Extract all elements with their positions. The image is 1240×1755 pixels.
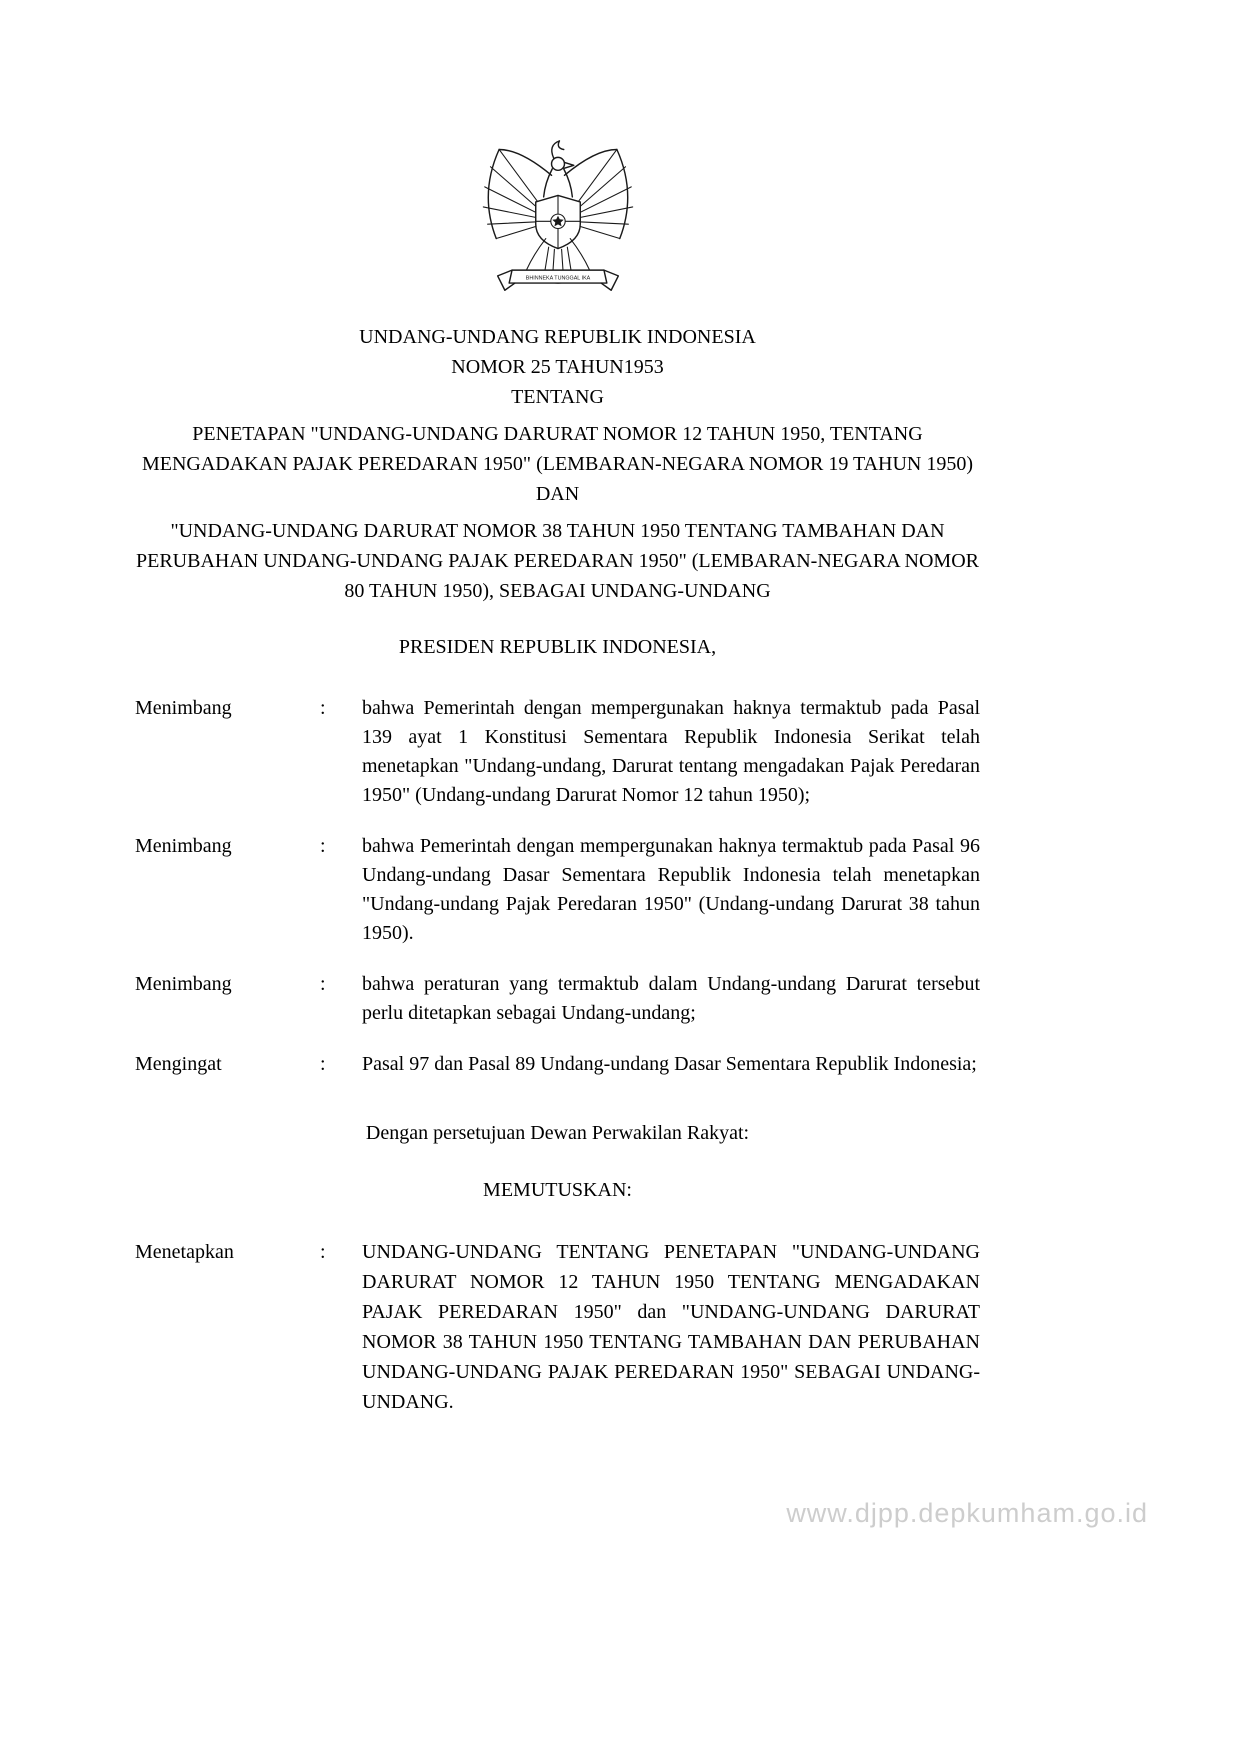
clause-label: Mengingat: [135, 1053, 222, 1075]
clause-row: [135, 1050, 980, 1079]
clause-label: Menimbang: [135, 835, 232, 857]
doc-title-line1: UNDANG-UNDANG REPUBLIK INDONESIA: [359, 326, 756, 348]
garuda-emblem: [135, 128, 980, 306]
doc-title: [135, 322, 980, 606]
clause-text: bahwa Pemerintah dengan mempergunakan haknya termaktub pada Pasal 139 ayat 1 Konstitusi Sementara Republik Indonesia Serikat telah menetapkan "Undang-undang, Darurat tentang mengadakan Pajak Peredaran 1950" (Undang-undang Darurat Nomor 12 tahun 1950);: [362, 697, 980, 806]
decision-heading: MEMUTUSKAN:: [483, 1179, 632, 1201]
doc-title-line2: NOMOR 25 TAHUN1953: [451, 356, 664, 378]
decision-label: Menetapkan: [135, 1241, 234, 1263]
watermark: www.djpp.depkumham.go.id: [786, 1498, 1148, 1528]
decision-colon: :: [320, 1241, 326, 1263]
doc-title-line3: TENTANG: [511, 386, 604, 408]
doc-title-line4: PENETAPAN "UNDANG-UNDANG DARURAT NOMOR 12 TAHUN 1950, TENTANG MENGADAKAN PAJAK PEREDARAN 1950" (LEMBARAN-NEGARA NOMOR 19 TAHUN 1950) DAN: [141, 423, 974, 505]
clause-text: bahwa peraturan yang termaktub dalam Undang-undang Darurat tersebut perlu ditetapkan sebagai Undang-undang;: [362, 973, 980, 1024]
clause-colon: :: [320, 1053, 326, 1075]
clause-text: Pasal 97 dan Pasal 89 Undang-undang Dasar Sementara Republik Indonesia;: [362, 1053, 977, 1075]
doc-title-line5: "UNDANG-UNDANG DARURAT NOMOR 38 TAHUN 1950 TENTANG TAMBAHAN DAN PERUBAHAN UNDANG-UNDANG PAJAK PEREDARAN 1950" (LEMBARAN-NEGARA NOMOR 80 TAHUN 1950), SEBAGAI UNDANG-UNDANG: [135, 520, 980, 602]
document-page: [135, 0, 980, 1417]
emblem-motto: BHINNEKA TUNGGAL IKA: [525, 275, 590, 282]
preamble-clauses: [135, 694, 980, 1079]
clause-row: [135, 832, 980, 948]
clause-label: Menimbang: [135, 697, 232, 719]
clause-row: [135, 970, 980, 1028]
decision-row: [135, 1237, 980, 1417]
decision-text: UNDANG-UNDANG TENTANG PENETAPAN "UNDANG-UNDANG DARURAT NOMOR 12 TAHUN 1950 TENTANG MENGADAKAN PAJAK PEREDARAN 1950" dan "UNDANG-UNDANG DARURAT NOMOR 38 TAHUN 1950 TENTANG TAMBAHAN DAN PERUBAHAN UNDANG-UNDANG PAJAK PEREDARAN 1950" SEBAGAI UNDANG-UNDANG.: [362, 1241, 980, 1413]
clause-label: Menimbang: [135, 973, 232, 995]
clause-colon: :: [320, 973, 326, 995]
clause-text: bahwa Pemerintah dengan mempergunakan haknya termaktub pada Pasal 96 Undang-undang Dasar Sementara Republik Indonesia telah menetapkan "Undang-undang Pajak Peredaran 1950" (Undang-undang Darurat 38 tahun 1950).: [362, 835, 980, 944]
clause-row: [135, 694, 980, 810]
salutation-line: PRESIDEN REPUBLIK INDONESIA,: [398, 636, 717, 658]
garuda-pancasila-icon: [479, 128, 637, 306]
clause-colon: :: [320, 835, 326, 857]
agreement-line: Dengan persetujuan Dewan Perwakilan Rakyat:: [365, 1122, 750, 1144]
clause-colon: :: [320, 697, 326, 719]
